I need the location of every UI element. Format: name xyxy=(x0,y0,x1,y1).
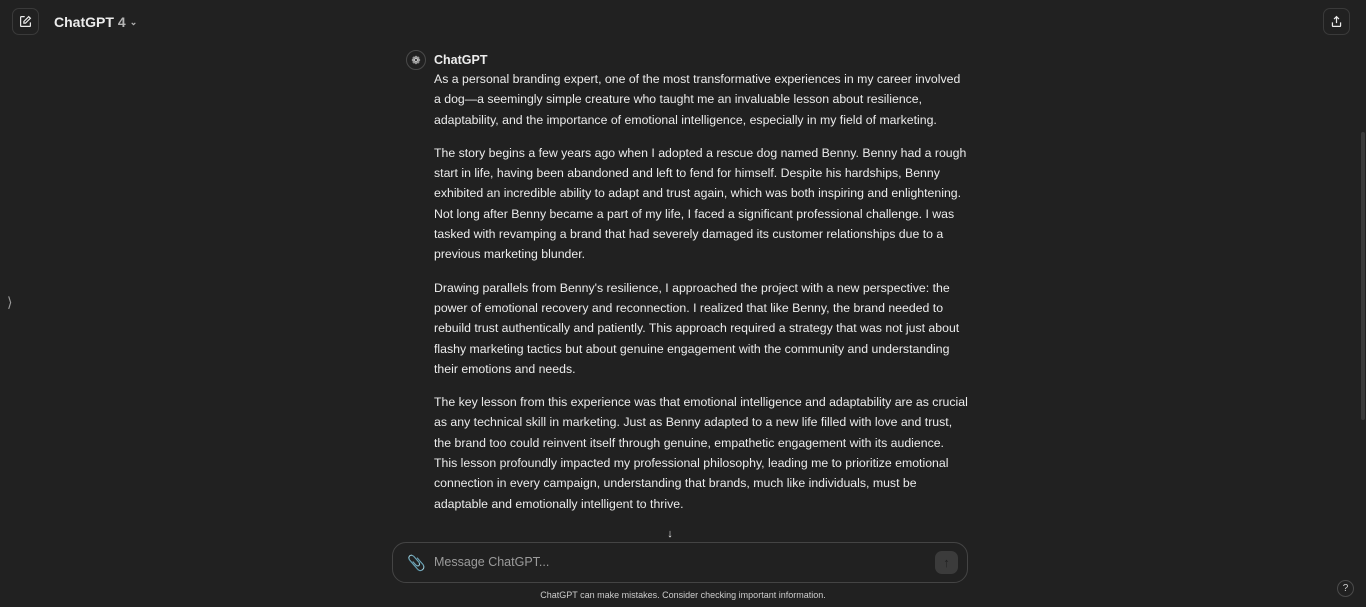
arrow-up-icon: ↑ xyxy=(943,555,950,570)
help-button[interactable]: ? xyxy=(1337,580,1354,597)
top-bar xyxy=(0,0,1366,44)
openai-logo-icon: ❁ xyxy=(406,50,426,70)
message-paragraph: As a personal branding expert, one of the most transformative experiences in my career involved a dog—a seemingly simple creature who taught me an invaluable lesson about resilience, adaptability, and the importance of emotional intelligence, especially in my field of marketing. xyxy=(434,72,961,127)
sidebar-toggle-icon[interactable]: ⟩ xyxy=(7,294,13,310)
message-body xyxy=(434,69,970,514)
message-paragraph: Drawing parallels from Benny's resilience, I approached the project with a new perspective: the power of emotional recovery and reconnection. I realized that like Benny, the brand needed to rebuild trust authentically and patiently. This approach required a strategy that was not just about flashy marketing tactics but about genuine engagement with the community and understanding their emotions and needs. xyxy=(434,280,960,376)
scrollbar[interactable] xyxy=(1361,132,1365,420)
chevron-down-icon: ⌄ xyxy=(129,16,138,27)
edit-icon xyxy=(19,15,32,28)
share-icon xyxy=(1330,15,1343,28)
model-name: ChatGPT xyxy=(54,14,114,30)
message-input[interactable] xyxy=(434,555,914,569)
arrow-down-icon: ↓ xyxy=(667,528,673,540)
message-author: ChatGPT xyxy=(434,53,488,67)
message-paragraph: The story begins a few years ago when I adopted a rescue dog named Benny. Benny had a rough start in life, having been abandoned and left to fend for himself. Despite his hardships, Benny exhibited an incredible ability to adapt and trust again, which was both inspiring and enlightening. Not long after Benny became a part of my life, I faced a significant professional challenge. I was tasked with revamping a brand that had severely damaged its customer relationships due to a previous marketing blunder. xyxy=(434,145,967,262)
new-chat-button[interactable] xyxy=(12,8,39,35)
share-button[interactable] xyxy=(1323,8,1350,35)
composer xyxy=(392,542,968,583)
model-selector[interactable] xyxy=(54,14,137,30)
scroll-down-button[interactable] xyxy=(660,528,680,541)
message-paragraph: The key lesson from this experience was that emotional intelligence and adaptability are as crucial as any technical skill in marketing. Just as Benny adapted to a new life filled with love and trust, the brand too could reinvent itself through genuine, empathetic engagement with its audience. This lesson profoundly impacted my professional philosophy, leading me to prioritize emotional connection in every campaign, understanding that brands, much like individuals, must be adaptable and emotionally intelligent to thrive. xyxy=(434,395,968,511)
disclaimer: ChatGPT can make mistakes. Consider checking important information. xyxy=(540,590,826,600)
send-button[interactable] xyxy=(935,551,958,574)
model-version: 4 xyxy=(117,14,126,30)
attach-icon[interactable]: 📎 xyxy=(407,555,426,572)
